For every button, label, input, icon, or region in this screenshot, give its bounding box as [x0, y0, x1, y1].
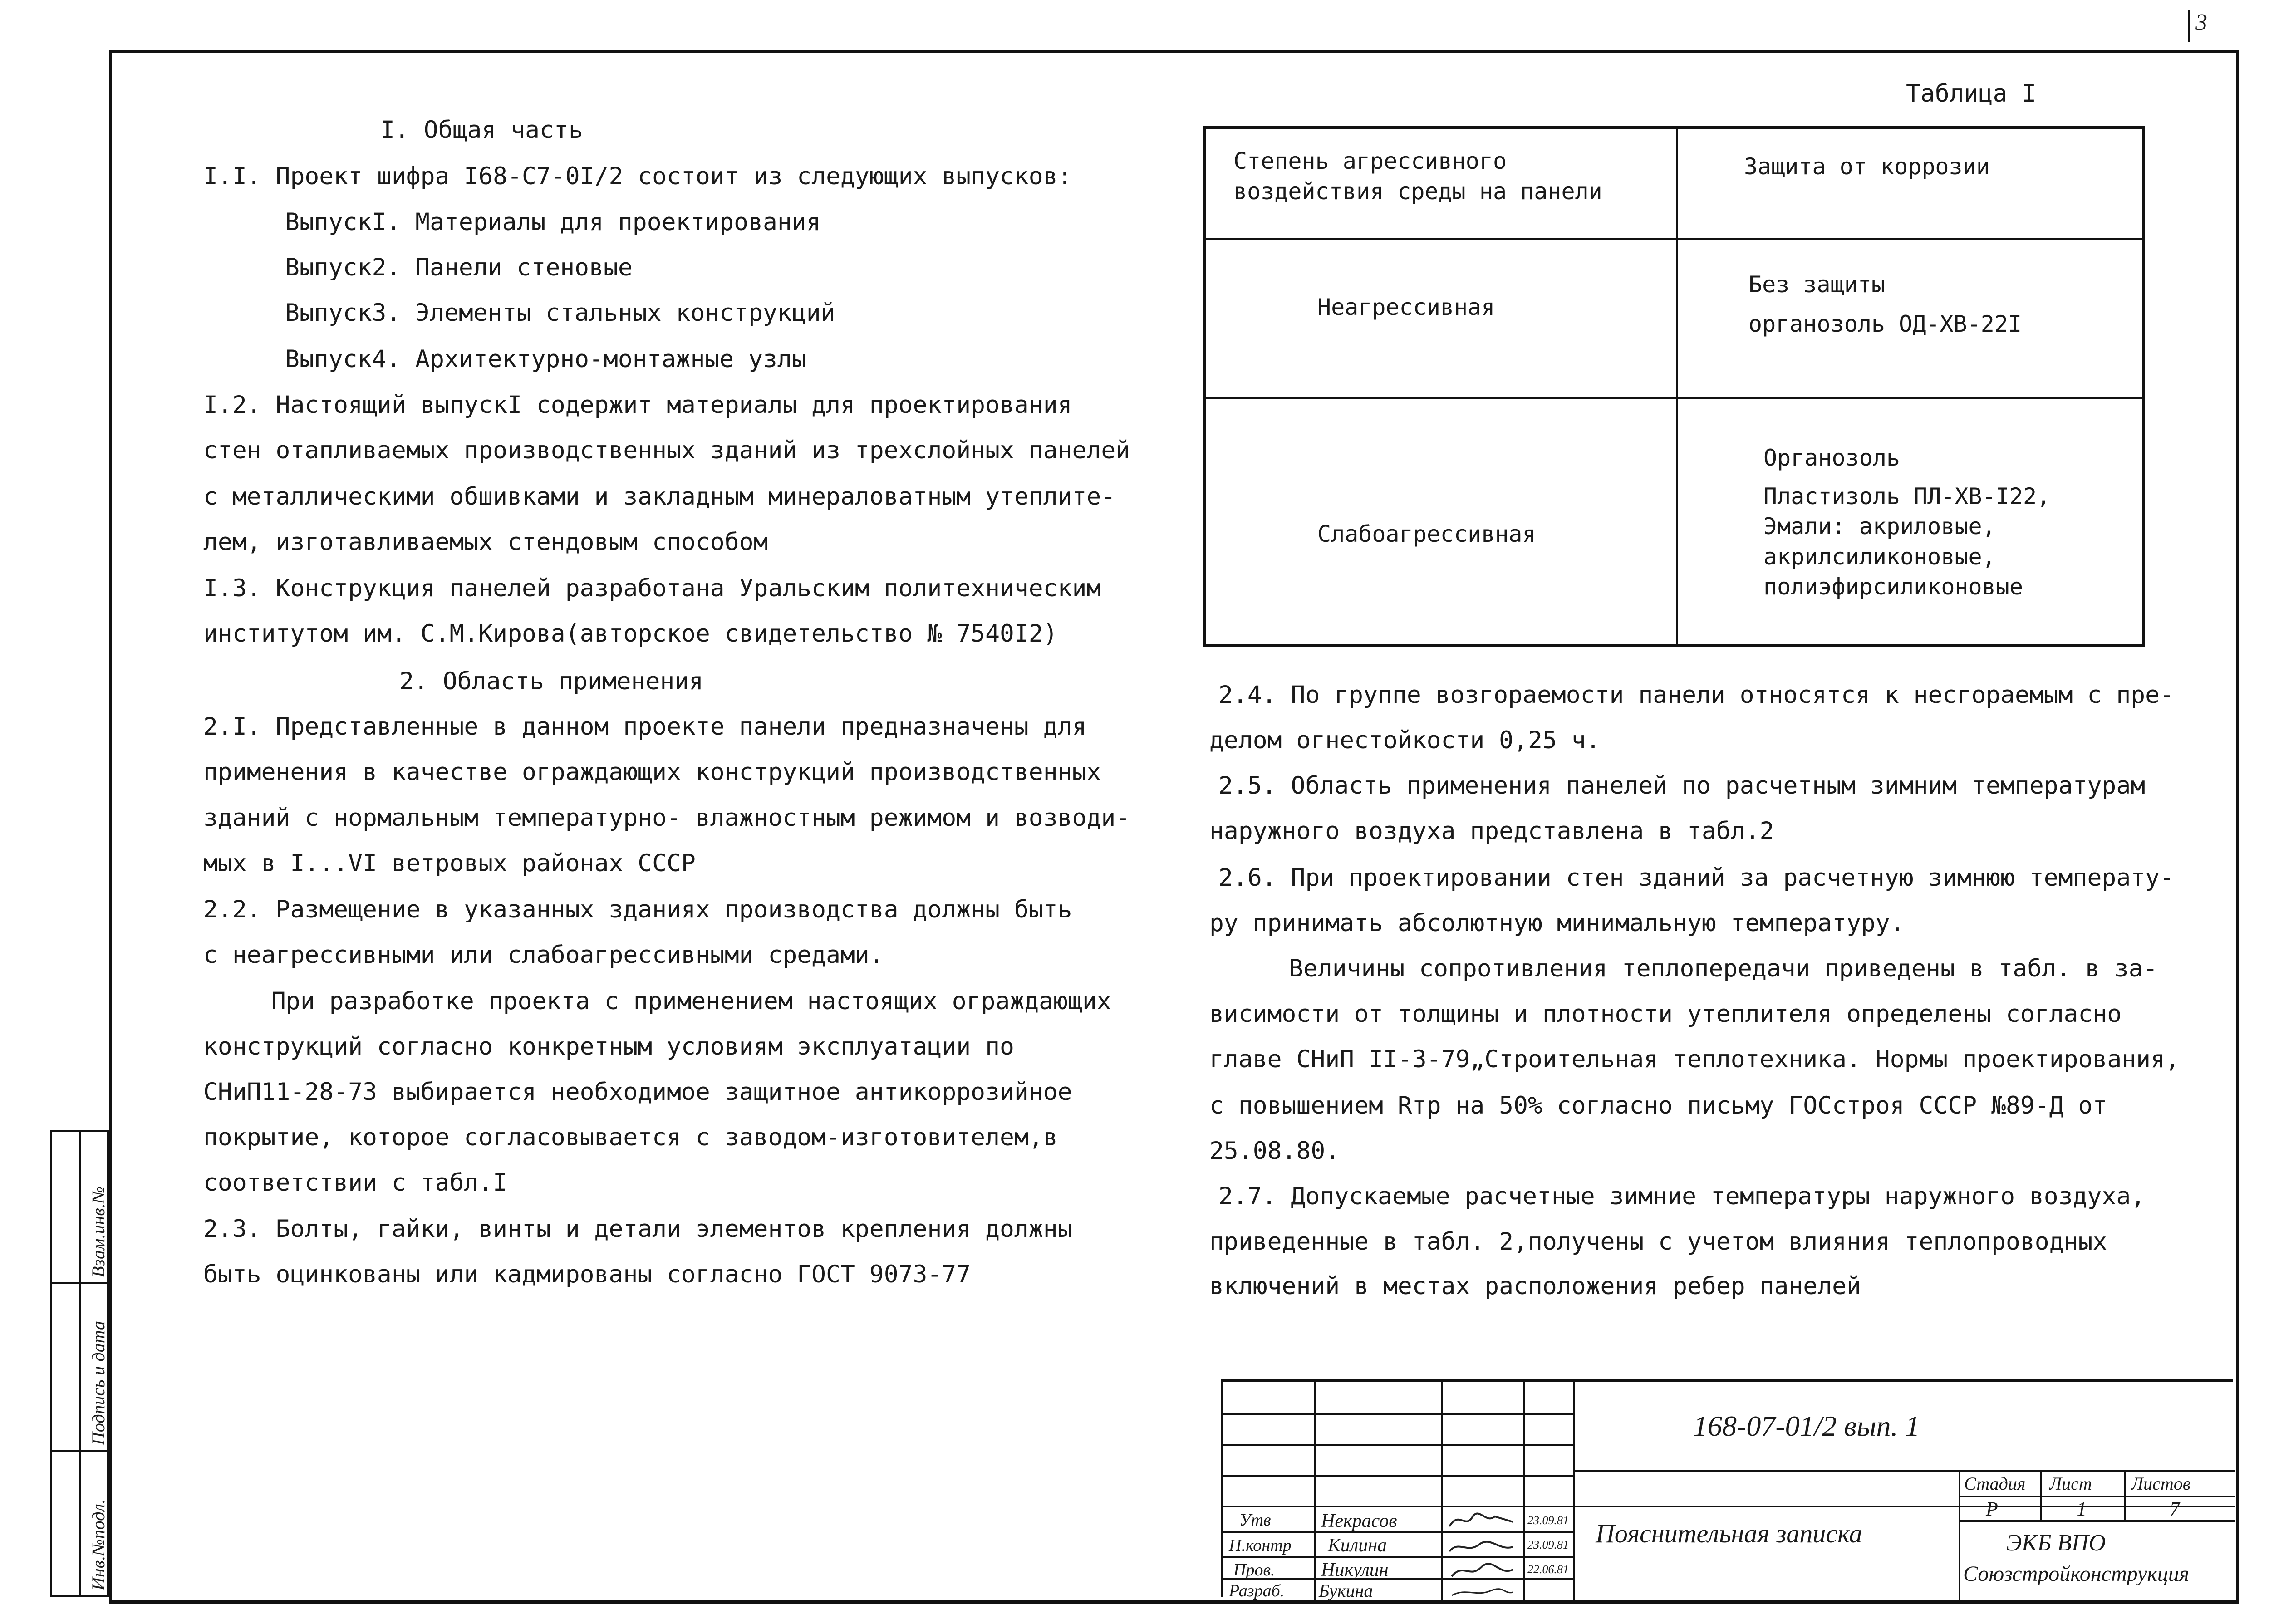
text-line: Величины сопротивления теплопередачи приведены в табл. в за- — [1289, 955, 2158, 982]
text-line: 25.08.80. — [1209, 1137, 1340, 1165]
cell-line: Пластизоль ПЛ-ХВ-I22, — [1763, 483, 2051, 510]
grid-line — [1441, 1382, 1443, 1600]
text-line: 2.5. Область применения панелей по расчетным зимним температурам — [1218, 772, 2146, 800]
text-line: лем, изготавливаемых стендовым способом — [203, 528, 768, 556]
text-line: наружного воздуха представлена в табл.2 — [1209, 817, 1774, 845]
grid-line — [1223, 1444, 1573, 1446]
table-cell-protection-2 — [1763, 443, 2050, 602]
role-checked: Пров. — [1233, 1560, 1275, 1580]
stage-header: Стадия — [1964, 1473, 2026, 1494]
grid-line — [1314, 1382, 1316, 1600]
grid-line — [1223, 1413, 1573, 1415]
stage-value: Р — [1986, 1498, 1998, 1520]
table-cell-slightly-aggressive: Слабоагрессивная — [1317, 521, 1536, 547]
cell-line: Без защиты — [1748, 271, 1886, 298]
sheets-header: Листов — [2131, 1473, 2191, 1494]
text-line: При разработке проекта с применением настоящих ограждающих — [271, 987, 1111, 1015]
table-divider — [1206, 397, 2142, 399]
text-line: главе СНиП II-3-79„Строительная теплотехника. Нормы проектирования, — [1209, 1045, 2180, 1073]
header-line: воздействия среды на панели — [1233, 178, 1602, 205]
cell-line: Эмали: акриловые, — [1763, 513, 1996, 540]
text-line: 2.2. Размещение в указанных зданиях производства должны быть — [203, 896, 1072, 923]
text-line: Выпуск3. Элементы стальных конструкций — [285, 299, 835, 327]
cell-line: полиэфирсиликоновые — [1763, 574, 2023, 600]
text-line: покрытие, которое согласовывается с заводом-изготовителем,в — [203, 1124, 1058, 1151]
role-approved: Утв — [1239, 1511, 1271, 1530]
text-line: быть оцинкованы или кадмированы согласно ГОСТ 9073-77 — [203, 1261, 971, 1288]
table-caption: Таблица I — [1906, 80, 2037, 108]
grid-line — [1523, 1382, 1525, 1600]
table-divider — [1206, 238, 2142, 240]
sidebar-stamp — [50, 1130, 109, 1597]
text-line: зданий с нормальным температурно- влажностным режимом и возводи- — [203, 804, 1130, 832]
grid-line — [1573, 1470, 2235, 1472]
sheets-value: 7 — [2170, 1498, 2180, 1520]
sidebar-label-replacement: Взам.инв.№ — [88, 1186, 108, 1277]
text-line: стен отапливаемых производственных зданий из трехслойных панелей — [203, 437, 1130, 464]
text-line: 2.3. Болты, гайки, винты и детали элементов крепления должны — [203, 1215, 1072, 1243]
text-line: СНиП11-28-73 выбирается необходимое защитное антикоррозийное — [203, 1078, 1072, 1106]
grid-line — [1223, 1475, 1573, 1477]
text-line: делом огнестойкости 0,25 ч. — [1209, 726, 1601, 754]
text-line: конструкций согласно конкретным условиям эксплуатации по — [203, 1033, 1014, 1060]
name-developed: Букина — [1319, 1580, 1373, 1601]
header-line: Степень агрессивного — [1233, 148, 1507, 174]
table-cell-protection-1 — [1748, 270, 2022, 339]
text-line: институтом им. С.М.Кирова(авторское свидетельство № 7540I2) — [203, 620, 1058, 648]
table-header-protection: Защита от коррозии — [1744, 153, 1990, 180]
name-approved: Некрасов — [1321, 1511, 1397, 1531]
section-heading-scope: 2. Область применения — [399, 667, 704, 695]
section-heading-general: I. Общая часть — [380, 116, 583, 144]
table-divider — [1676, 129, 1678, 644]
text-line: мых в I...VI ветровых районах СССР — [203, 849, 696, 877]
role-norm-control: Н.контр — [1229, 1536, 1292, 1555]
sheet-header: Лист — [2049, 1473, 2092, 1494]
date-approved: 23.09.81 — [1527, 1514, 1569, 1527]
sidebar-label-inventory: Инв.№подл. — [88, 1499, 108, 1590]
protection-table — [1203, 126, 2145, 647]
text-line: I.I. Проект шифра I68-С7-0I/2 состоит из следующих выпусков: — [203, 162, 1072, 190]
grid-line — [1959, 1470, 1960, 1600]
org-line-2: Союзстройконструкция — [1963, 1562, 2190, 1586]
page-number-divider — [2188, 10, 2190, 42]
text-line: Выпуск2. Панели стеновые — [285, 254, 633, 281]
cell-line: органозоль ОД-ХВ-22I — [1748, 310, 2022, 337]
date-checked: 22.06.81 — [1527, 1563, 1569, 1576]
text-line: с неагрессивными или слабоагрессивными средами. — [203, 941, 884, 969]
text-line: ВыпускI. Материалы для проектирования — [285, 208, 821, 236]
grid-line — [1959, 1520, 2235, 1522]
text-line: 2.I. Представленные в данном проекте панели предназначены для — [203, 713, 1087, 741]
cell-line: акрилсиликоновые, — [1763, 543, 1996, 570]
table-cell-nonaggressive: Неагрессивная — [1317, 294, 1495, 320]
table-header-aggressiveness — [1233, 146, 1602, 206]
page-number: 3 — [2195, 10, 2207, 35]
text-line: применения в качестве ограждающих конструкций производственных — [203, 758, 1101, 786]
sheet-value: 1 — [2077, 1498, 2087, 1520]
text-line: ру принимать абсолютную минимальную температуру. — [1209, 909, 1905, 937]
cell-line: Органозоль — [1763, 445, 1901, 471]
text-line: соответствии с табл.I — [203, 1169, 508, 1197]
name-checked: Никулин — [1321, 1560, 1389, 1580]
text-line: I.2. Настоящий выпускI содержит материалы для проектирования — [203, 391, 1072, 419]
signatures — [1445, 1508, 1521, 1599]
text-line: включений в местах расположения ребер панелей — [1209, 1272, 1861, 1300]
grid-line — [1959, 1496, 2235, 1497]
text-line: с металлическими обшивками и закладным минераловатным утеплите- — [203, 483, 1116, 510]
date-norm-control: 23.09.81 — [1527, 1538, 1569, 1551]
text-line: 2.6. При проектировании стен зданий за расчетную зимнюю температу- — [1218, 864, 2174, 892]
text-line: висимости от толщины и плотности утеплителя определены согласно — [1209, 1000, 2122, 1028]
document-title: Пояснительная записка — [1596, 1519, 1862, 1548]
sidebar-divider — [79, 1132, 81, 1595]
text-line: 2.4. По группе возгораемости панели относятся к несгораемым с пре- — [1218, 681, 2174, 709]
sidebar-divider — [52, 1282, 107, 1284]
title-block — [1221, 1379, 2233, 1601]
text-line: приведенные в табл. 2,получены с учетом влияния теплопроводных — [1209, 1228, 2107, 1256]
role-developed: Разраб. — [1229, 1581, 1285, 1600]
text-line: I.3. Конструкция панелей разработана Уральским политехническим — [203, 574, 1101, 602]
text-line: 2.7. Допускаемые расчетные зимние температуры наружного воздуха, — [1218, 1182, 2146, 1210]
text-line: Выпуск4. Архитектурно-монтажные узлы — [285, 345, 806, 373]
grid-line — [1573, 1382, 1575, 1600]
org-line-1: ЭКБ ВПО — [2006, 1530, 2106, 1556]
name-norm-control: Килина — [1328, 1535, 1387, 1556]
sidebar-label-signature: Подпись и дата — [88, 1320, 108, 1445]
grid-line — [2124, 1470, 2126, 1520]
document-designation: 168-07-01/2 вып. 1 — [1693, 1410, 1920, 1442]
sidebar-divider — [52, 1450, 107, 1452]
grid-line — [2040, 1470, 2042, 1520]
text-line: с повышением Rтр на 50% согласно письму ГОСстроя СССР №89-Д от — [1209, 1092, 2107, 1119]
